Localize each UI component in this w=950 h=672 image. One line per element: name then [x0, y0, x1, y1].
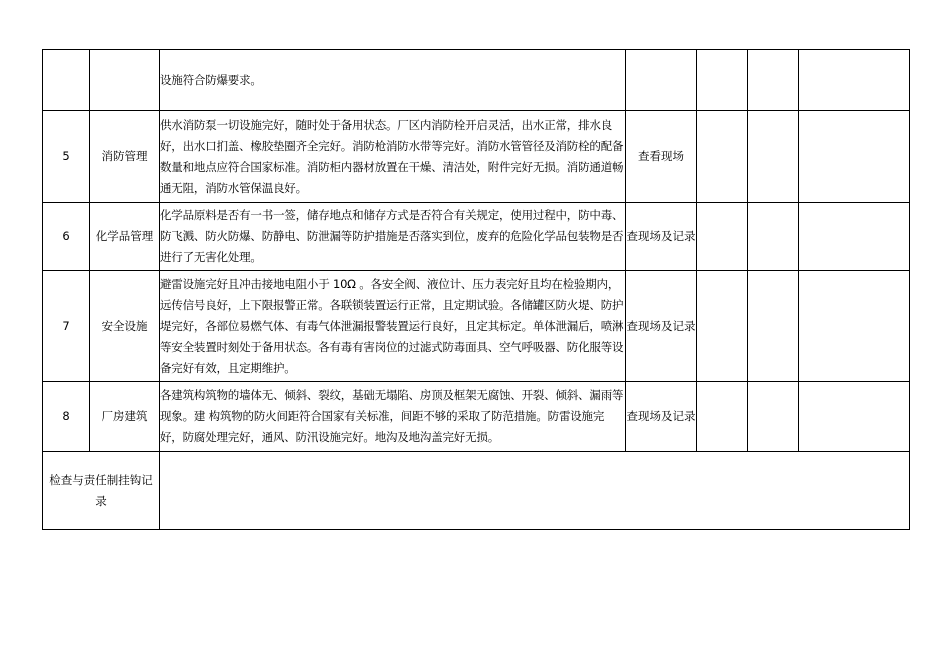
row-content: 各建筑构筑物的墙体无、倾斜、裂纹，基础无塌陷、房顶及框架无腐蚀、开裂、倾斜、漏雨等现象。建 构筑物的防火间距符合国家有关标准，间距不够的采取了防范措施。防雷设施完好，防腐处理完好，通风、防汛设施完好。地沟及地沟盖完好无损。	[160, 382, 626, 452]
table-row	[43, 111, 910, 203]
row-blank-cell	[748, 50, 799, 111]
row-blank-cell	[799, 203, 910, 271]
row-check-method: 查现场及记录	[626, 203, 697, 271]
row-blank-cell	[748, 111, 799, 203]
row-number: 6	[43, 203, 90, 271]
row-blank-cell	[799, 50, 910, 111]
row-content: 供水消防泵一切设施完好，随时处于备用状态。厂区内消防栓开启灵活，出水正常，排水良好，出水口扪盖、橡胶垫圈齐全完好。消防枪消防水带等完好。消防水管管径及消防栓的配备数量和地点应符合国家标准。消防柜内器材放置在干燥、清洁处，附件完好无损。消防通道畅通无阻，消防水管保温良好。	[160, 111, 626, 203]
row-check-method: 查看现场	[626, 111, 697, 203]
row-number: 5	[43, 111, 90, 203]
row-check-method	[626, 50, 697, 111]
row-blank-cell	[748, 271, 799, 382]
row-blank-cell	[799, 111, 910, 203]
row-blank-cell	[748, 382, 799, 452]
row-content: 设施符合防爆要求。	[160, 50, 626, 111]
row-blank-cell	[697, 382, 748, 452]
row-item-name	[90, 50, 160, 111]
row-blank-cell	[748, 203, 799, 271]
row-item-name: 安全设施	[90, 271, 160, 382]
row-number	[43, 50, 90, 111]
inspection-table	[42, 49, 910, 530]
table-row	[43, 203, 910, 271]
row-check-method: 查现场及记录	[626, 271, 697, 382]
table-row	[43, 382, 910, 452]
row-check-method: 查现场及记录	[626, 382, 697, 452]
table-row	[43, 50, 910, 111]
row-content: 避雷设施完好且冲击接地电阻小于 10Ω 。各安全阀、液位计、压力表完好且均在检验期内，远传信号良好，上下限报警正常。各联锁装置运行正常，且定期试验。各储罐区防火堤、防护堤完好，各部位易燃气体、有毒气体泄漏报警装置运行良好，且定其标定。单体泄漏后，喷淋等安全装置时刻处于备用状态。各有毒有害岗位的过滤式防毒面具、空气呼吸器、防化服等设备完好有效，且定期维护。	[160, 271, 626, 382]
row-blank-cell	[697, 203, 748, 271]
row-number: 8	[43, 382, 90, 452]
row-blank-cell	[799, 382, 910, 452]
row-blank-cell	[799, 271, 910, 382]
row-content: 化学品原料是否有一书一签，储存地点和储存方式是否符合有关规定，使用过程中，防中毒、防飞溅、防火防爆、防静电、防泄漏等防护措施是否落实到位，废弃的危险化学品包装物是否进行了无害化处理。	[160, 203, 626, 271]
row-item-name: 厂房建筑	[90, 382, 160, 452]
footer-label: 检查与责任制挂钩记 录	[43, 452, 160, 530]
row-number: 7	[43, 271, 90, 382]
footer-value	[160, 452, 910, 530]
row-item-name: 化学品管理	[90, 203, 160, 271]
footer-row	[43, 452, 910, 530]
table-row	[43, 271, 910, 382]
row-blank-cell	[697, 111, 748, 203]
row-item-name: 消防管理	[90, 111, 160, 203]
row-blank-cell	[697, 50, 748, 111]
row-blank-cell	[697, 271, 748, 382]
